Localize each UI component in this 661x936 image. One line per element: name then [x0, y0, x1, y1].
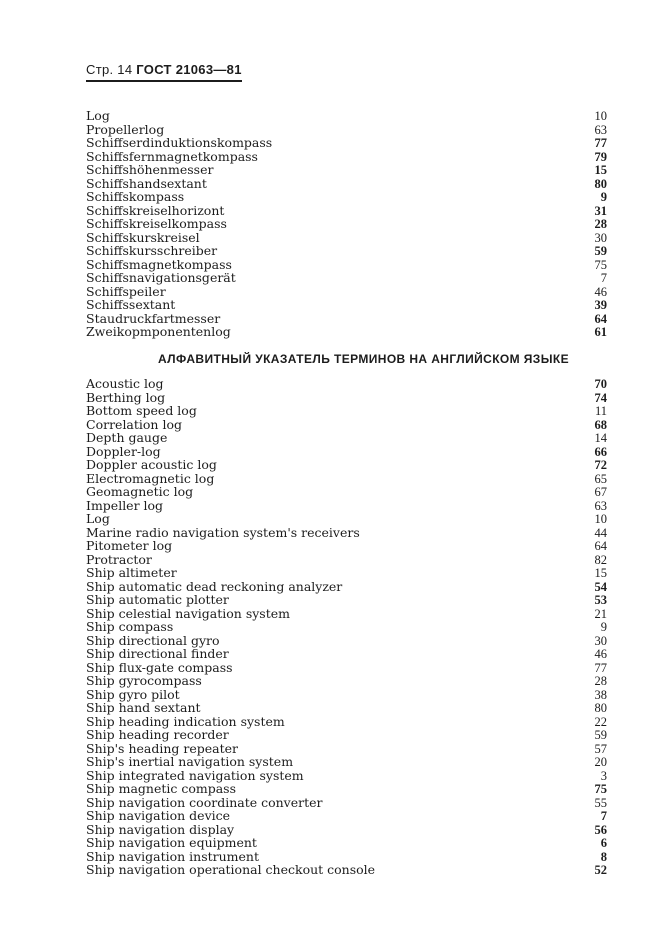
- index-page-number: 28: [594, 674, 607, 688]
- index-entry: [86, 674, 607, 688]
- index-entry: [86, 285, 607, 299]
- index-entry: [86, 526, 607, 540]
- index-term: Schiffshandsextant: [86, 175, 207, 191]
- index-page-number: 6: [600, 836, 607, 850]
- page-header: [86, 62, 242, 82]
- index-entry: [86, 647, 607, 661]
- index-term: Schiffsnavigationsgerät: [86, 270, 236, 285]
- index-page-number: 53: [594, 593, 607, 607]
- index-entry: [86, 715, 607, 729]
- index-entry: [86, 445, 607, 459]
- index-term: Protractor: [86, 551, 152, 567]
- index-entry: [86, 217, 607, 231]
- index-entry: [86, 271, 607, 285]
- index-entry: [86, 512, 607, 526]
- index-term: Ship heading indication system: [86, 713, 285, 729]
- index-entry: [86, 377, 607, 391]
- index-page-number: 46: [594, 647, 607, 661]
- index-page-number: 65: [594, 471, 607, 486]
- index-term: Ship navigation instrument: [86, 848, 260, 864]
- index-entry: [86, 431, 607, 445]
- index-entry: [86, 404, 607, 418]
- index-page-number: 52: [594, 863, 607, 877]
- index-page-number: 59: [594, 244, 607, 258]
- index-term: Ship compass: [86, 619, 174, 634]
- index-entry: [86, 325, 607, 339]
- index-term: Ship navigation device: [86, 808, 231, 823]
- index-term: Ship gyrocompass: [86, 673, 202, 688]
- index-page-number: 64: [594, 539, 607, 553]
- index-entry: [86, 809, 607, 823]
- index-term: Ship navigation display: [86, 821, 235, 837]
- index-page-number: 77: [594, 136, 607, 150]
- index-page-number: 54: [594, 579, 607, 594]
- index-entry: [86, 593, 607, 607]
- index-entry: [86, 472, 607, 486]
- index-term: Doppler-log: [86, 443, 161, 459]
- index-page-number: 20: [594, 755, 607, 769]
- index-term: Ship hand sextant: [86, 700, 201, 715]
- index-page-number: 56: [594, 822, 607, 837]
- index-page-number: 8: [600, 849, 607, 864]
- standard-number: ГОСТ 21063—81: [136, 62, 242, 77]
- index-term: Acoustic log: [86, 376, 164, 391]
- index-page-number: 59: [594, 728, 607, 742]
- index-page-number: 30: [594, 633, 607, 648]
- index-entry: [86, 607, 607, 621]
- index-entry: [86, 688, 607, 702]
- index-term: Schiffserdinduktionskompass: [86, 135, 273, 150]
- index-entry: [86, 769, 607, 783]
- index-page-number: 64: [594, 311, 607, 326]
- index-term: Electromagnetic log: [86, 470, 215, 486]
- index-entry: [86, 258, 607, 272]
- index-page-number: 80: [594, 701, 607, 715]
- index-term: Ship's inertial navigation system: [86, 754, 294, 769]
- index-page-number: 80: [594, 176, 607, 191]
- index-page-number: 3: [600, 768, 607, 783]
- index-entry: [86, 661, 607, 675]
- index-term: Doppler acoustic log: [86, 457, 217, 472]
- index-term: Ship altimeter: [86, 565, 177, 580]
- index-term: Marine radio navigation system's receivers: [86, 524, 360, 540]
- index-entry: [86, 701, 607, 715]
- index-term: Schiffsfernmagnetkompass: [86, 148, 258, 164]
- index-term: Ship flux-gate compass: [86, 659, 233, 675]
- index-page-number: 10: [594, 109, 607, 123]
- index-term: Ship automatic plotter: [86, 592, 229, 607]
- index-page-number: 68: [594, 417, 607, 432]
- index-entry: [86, 539, 607, 553]
- index-entry: [86, 796, 607, 810]
- index-term: Staudruckfartmesser: [86, 310, 221, 326]
- german-term-index: [86, 109, 607, 339]
- index-page-number: 82: [594, 552, 607, 567]
- index-term: Log: [86, 108, 110, 123]
- index-entry: [86, 755, 607, 769]
- index-page-number: 11: [594, 404, 607, 418]
- index-entry: [86, 580, 607, 594]
- index-entry: [86, 566, 607, 580]
- index-page-number: 21: [594, 606, 607, 621]
- index-term: Schiffskurskreisel: [86, 229, 200, 245]
- index-entry: [86, 620, 607, 634]
- index-page-number: 72: [594, 458, 607, 472]
- index-entry: [86, 123, 607, 137]
- english-index-heading: АЛФАВИТНЫЙ УКАЗАТЕЛЬ ТЕРМИНОВ НА АНГЛИЙСКОМ ЯЗЫКЕ: [157, 352, 570, 366]
- index-page-number: 9: [600, 620, 607, 634]
- index-entry: [86, 244, 607, 258]
- index-entry: [86, 634, 607, 648]
- index-term: Schiffssextant: [86, 297, 176, 312]
- index-term: Schiffskompass: [86, 189, 185, 204]
- index-entry: [86, 418, 607, 432]
- index-page-number: 75: [594, 257, 607, 272]
- index-term: Ship navigation coordinate converter: [86, 794, 323, 810]
- index-term: Ship magnetic compass: [86, 781, 236, 796]
- index-entry: [86, 863, 607, 877]
- index-page-number: 30: [594, 230, 607, 245]
- index-page-number: 31: [594, 203, 607, 218]
- index-page-number: 15: [594, 163, 607, 177]
- index-entry: [86, 231, 607, 245]
- index-page-number: 77: [594, 660, 607, 675]
- index-term: Schiffshöhenmesser: [86, 162, 214, 177]
- index-page-number: 46: [594, 284, 607, 299]
- index-entry: [86, 728, 607, 742]
- index-term: Schiffskreiselhorizont: [86, 202, 225, 218]
- index-page-number: 9: [600, 190, 607, 204]
- index-page-number: 7: [600, 809, 607, 823]
- index-term: Ship integrated navigation system: [86, 767, 304, 783]
- index-page-number: 70: [594, 377, 607, 391]
- index-entry: [86, 163, 607, 177]
- index-entry: [86, 136, 607, 150]
- index-term: Bottom speed log: [86, 403, 197, 418]
- index-entry: [86, 109, 607, 123]
- index-page-number: 28: [594, 217, 607, 231]
- index-term: Propellerlog: [86, 121, 165, 137]
- index-term: Schiffspeiler: [86, 283, 166, 299]
- index-entry: [86, 499, 607, 513]
- english-term-index: [86, 377, 607, 877]
- index-entry: [86, 312, 607, 326]
- index-term: Ship directional finder: [86, 646, 229, 661]
- index-page-number: 75: [594, 782, 607, 796]
- index-entry: [86, 177, 607, 191]
- index-entry: [86, 836, 607, 850]
- index-page-number: 63: [594, 498, 607, 513]
- index-term: Ship heading recorder: [86, 727, 229, 742]
- index-term: Depth gauge: [86, 430, 168, 445]
- index-page-number: 66: [594, 444, 607, 459]
- index-page-number: 74: [594, 390, 607, 405]
- page-label: Стр. 14: [86, 62, 133, 77]
- index-term: Zweikopmponentenlog: [86, 324, 231, 339]
- index-term: Ship automatic dead reckoning analyzer: [86, 578, 343, 594]
- index-page-number: 55: [594, 795, 607, 810]
- index-page-number: 10: [594, 512, 607, 526]
- index-entry: [86, 850, 607, 864]
- index-term: Geomagnetic log: [86, 484, 194, 499]
- index-page-number: 57: [594, 741, 607, 756]
- index-page-number: 63: [594, 122, 607, 137]
- index-page-number: 61: [594, 325, 607, 339]
- index-entry: [86, 204, 607, 218]
- index-entry: [86, 553, 607, 567]
- index-term: Ship navigation equipment: [86, 835, 257, 850]
- index-entry: [86, 458, 607, 472]
- index-term: Ship gyro pilot: [86, 686, 180, 702]
- index-entry: [86, 782, 607, 796]
- index-term: Ship directional gyro: [86, 632, 220, 648]
- index-page-number: 38: [594, 687, 607, 702]
- index-term: Ship celestial navigation system: [86, 605, 290, 621]
- index-page-number: 79: [594, 149, 607, 164]
- index-entry: [86, 742, 607, 756]
- index-page-number: 67: [594, 485, 607, 499]
- index-page-number: 39: [594, 298, 607, 312]
- index-term: Schiffskreiselkompass: [86, 216, 227, 231]
- index-term: Pitometer log: [86, 538, 173, 553]
- index-page-number: 7: [600, 271, 607, 285]
- index-page-number: 22: [594, 714, 607, 729]
- index-term: Schiffskursschreiber: [86, 243, 218, 258]
- index-entry: [86, 391, 607, 405]
- index-term: Log: [86, 511, 110, 526]
- index-entry: [86, 150, 607, 164]
- index-term: Berthing log: [86, 389, 166, 405]
- index-term: Ship's heading repeater: [86, 740, 238, 756]
- index-page-number: 44: [594, 525, 607, 540]
- index-page-number: 15: [594, 566, 607, 580]
- index-entry: [86, 823, 607, 837]
- index-entry: [86, 485, 607, 499]
- index-term: Impeller log: [86, 497, 164, 513]
- index-term: Correlation log: [86, 416, 182, 432]
- index-entry: [86, 298, 607, 312]
- index-term: Ship navigation operational checkout console: [86, 862, 376, 877]
- index-term: Schiffsmagnetkompass: [86, 256, 232, 272]
- index-page-number: 14: [594, 431, 607, 445]
- index-entry: [86, 190, 607, 204]
